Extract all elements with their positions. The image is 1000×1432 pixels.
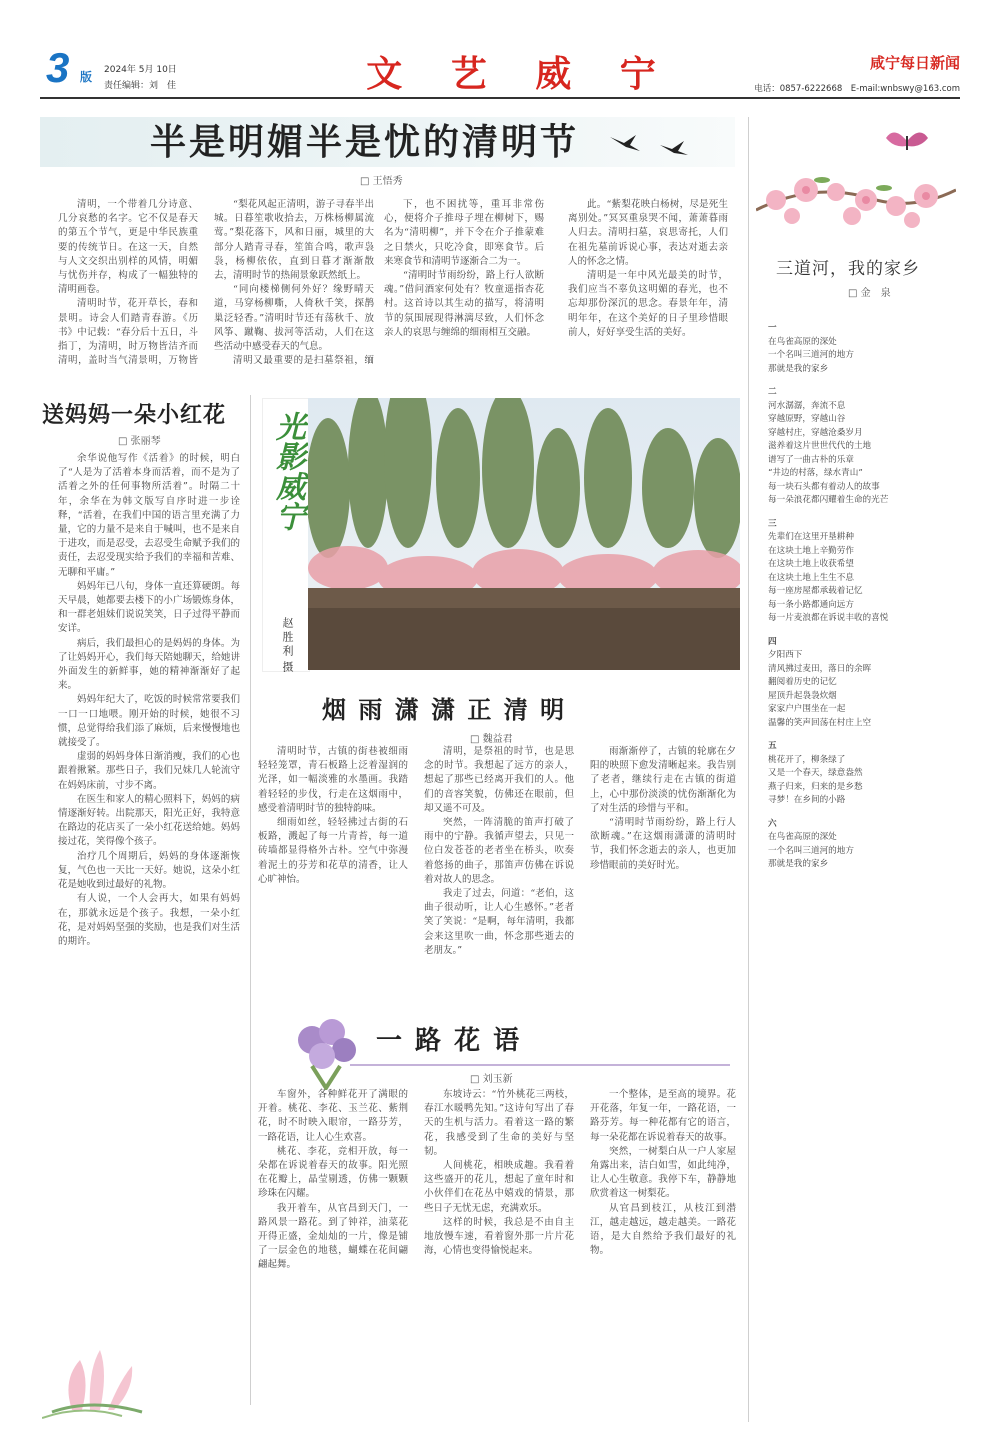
poem-line: 每一朵浪花都闪耀着生命的光芒	[768, 495, 889, 505]
paragraph: 病后，我们最担心的是妈妈的身体。为了让妈妈开心，我们每天陪她聊天，给她讲外面发生的新鲜事，她的精神渐渐好了起来。	[58, 637, 240, 692]
paragraph: 清明，是祭祖的时节，也是思念的时节。我想起了远方的亲人，想起了那些已经离开我们的人。他们的音容笑貌，仿佛还在眼前，但却又遥不可及。	[424, 746, 574, 814]
editor-credit: 责任编辑：刘 佳	[104, 81, 177, 91]
page-number: 3	[46, 44, 70, 91]
poem-section-number: 五	[768, 741, 777, 751]
article4-title: 一 路 花 语	[376, 1026, 522, 1056]
article3-col3	[590, 745, 736, 1035]
paragraph: 妈妈年已八旬，身体一直还算硬朗。每天早晨，她都要去楼下的小广场锻炼身体，和一群老姐妹们说说笑笑，日子过得平静而安详。	[58, 580, 240, 635]
peach-blossom-illustration	[756, 120, 956, 245]
paragraph: 突然，一阵清脆的笛声打破了雨中的宁静。我循声望去，只见一位白发苍苍的老者坐在桥头，吹奏着悠扬的曲子，那笛声仿佛在诉说着对故人的思念。	[424, 817, 574, 885]
photo-section-label	[262, 398, 310, 672]
poem-line: 夕阳西下	[768, 650, 803, 660]
poem-line: 每一条小路都通向远方	[768, 599, 854, 610]
main-column-rule	[748, 117, 749, 1422]
poem-section-number: 四	[768, 636, 777, 647]
paragraph: 我开着车，从官昌到天门，一路风景一路花。到了钟祥，油菜花开得正盛，金灿灿的一片，像是铺了一层金色的地毯，蝴蝶在花间翩翩起舞。	[258, 1202, 408, 1271]
poem-line: 寻梦！在乡间的小路	[768, 795, 846, 805]
paragraph: 细雨如丝，轻轻拂过古街的石板路，溅起了每一片青苔，每一道砖墙都显得格外古朴。空气中弥漫着泥土的芬芳和花草的清香，让人心旷神怡。	[258, 817, 408, 885]
poem-line: 先辈们在这里开垦耕种	[768, 532, 854, 542]
poem-line: 滋养着这片世世代代的土地	[768, 441, 872, 451]
paragraph: 东坡诗云：“竹外桃花三两枝，春江水暖鸭先知。”这诗句写出了春天的生机与活力。看着这一路的繁花，我感受到了生命的美好与坚韧。	[424, 1089, 574, 1157]
contact-line: 电话：0857-6222668 E-mail:wnbswy@163.com	[754, 84, 960, 94]
poem-line: 谱写了一曲古朴的乐章	[768, 454, 854, 465]
paragraph: 妈妈年纪大了，吃饭的时候常常要我们一口一口地喂。刚开始的时候，她很不习惯，总觉得给我们添了麻烦，后来慢慢地也就接受了。	[58, 694, 240, 749]
poem-line: 那就是我的家乡	[768, 363, 829, 374]
paragraph: 在医生和家人的精心照料下，妈妈的病情逐渐好转。出院那天，阳光正好，我特意在路边的花店买了一朵小红花送给她。妈妈接过花，笑得像个孩子。	[58, 793, 240, 848]
poem-line: 家家户户围坐在一起	[768, 704, 846, 714]
header-rule	[40, 97, 960, 99]
article3-col2	[424, 745, 574, 1035]
poem-line: 温馨的笑声回荡在村庄上空	[768, 717, 872, 728]
poem-title: 三道河，我的家乡	[776, 259, 920, 279]
article2-title: 送妈妈一朵小红花	[42, 403, 227, 428]
poem-line: 燕子归来，归来的是乡愁	[768, 781, 863, 792]
photo-credit: 摄	[281, 661, 294, 672]
paragraph: 此。“紫梨花映白杨树，尽是死生离别处。”冥冥重泉哭不闻，萧萧暮雨人归去。清明扫墓，哀思寄托，人们在祖先墓前诉说心事，表达对逝去亲人的怀念之情。	[568, 199, 728, 267]
article1-col1	[58, 198, 198, 368]
article1-col3	[384, 198, 544, 368]
paragraph: 有人说，一个人会再大，如果有妈妈在，那就永远是个孩子。我想，一朵小红花，是对妈妈坚强的奖励，也是我们对生活的期许。	[58, 893, 240, 947]
paragraph: 清明时节，古镇的街巷被细雨轻轻笼罩，青石板路上泛着湿润的光泽，如一幅淡雅的水墨画。我踏着轻轻的步伐，行走在这烟雨中，感受着清明时节的独特韵味。	[258, 746, 408, 814]
poem-line: 每一座房屋都承载着记忆	[768, 586, 863, 596]
poem-line: 在鸟雀高原的深处	[768, 832, 837, 842]
poem-author: □ 金 泉	[848, 288, 891, 299]
paragraph: “梨花风起正清明，游子寻春半出城。日暮笙歌收拾去，万株杨柳属流莺。”梨花落下，风和日丽，城里的大部分人踏青寻春，笙笛合鸣，歌声袅袅，杨柳依依，直到日暮才渐渐散去，清明时节的热闹景象跃然纸上。	[214, 199, 374, 282]
paper-name: 咸宁每日新闻	[869, 54, 960, 72]
paragraph: 突然，一树梨白从一户人家屋角露出来，洁白如雪，如此纯净，让人心生敬意。我停下车，静静地欣赏着这一树梨花。	[590, 1145, 736, 1200]
article1-col4	[568, 198, 728, 368]
masthead	[40, 44, 960, 96]
poem-line: 那就是我的家乡	[768, 859, 829, 869]
lotus-flower-icon	[42, 1340, 152, 1420]
article1-col2	[214, 198, 374, 368]
page-number-suffix: 版	[80, 70, 93, 84]
article3-title: 烟 雨 潇 潇 正 清 明	[322, 696, 567, 724]
poem-line: “井边的村落，绿水青山”	[768, 468, 863, 478]
poem-line: 屋顶升起袅袅炊烟	[768, 690, 837, 701]
article4-author: □ 刘玉新	[470, 1074, 513, 1085]
poem-section-number: 六	[768, 818, 777, 829]
landscape-photo	[308, 398, 740, 670]
poem-section-number: 三	[768, 518, 777, 529]
poem-line: 清风拂过麦田，落日的余晖	[768, 663, 872, 674]
paragraph: 这样的时候，我总是不由自主地放慢车速，看着窗外那一片片花海，心情也变得愉悦起来。	[424, 1216, 574, 1257]
paragraph: 清明，一个带着几分诗意、几分哀愁的名字。它不仅是春天的第五个节气，更是中华民族重要的传统节日。在这一天，自然与人文交织出别样的风情，明媚与忧伤并存，构成了一幅独特的清明画卷。	[58, 199, 198, 296]
poem-line: 穿越原野，穿越山谷	[768, 414, 846, 424]
article2-column-rule	[250, 395, 251, 1405]
poem-line: 河水潺潺，奔流不息	[768, 400, 846, 411]
poem-section-number: 二	[768, 387, 777, 397]
poem-line: 一个名叫三道河的地方	[768, 350, 854, 360]
paragraph: “同向楼梯侧何外好？缘野晴天道，马穿杨柳嘶，人倚秋千笑，探鹊巢泛轻香。”清明时节还有荡秋千、放风筝、蹴鞠、拔河等活动，人们在这些活动中感受春天的气息。	[214, 284, 374, 353]
paragraph: 车窗外，各种鲜花开了满眼的开着。桃花、李花、玉兰花、紫荆花，时不时映入眼帘，一路芬芳，一路花语，让人心生欢喜。	[258, 1089, 408, 1143]
article1-title: 半是明媚半是忧的清明节	[150, 122, 580, 163]
poem-body	[768, 302, 953, 1412]
paragraph: 清明又最重要的是扫墓祭祖，缅	[233, 355, 374, 367]
paragraph: 我走了过去，问道：“老伯，这曲子很动听，让人心生感怀。”老者笑了笑说：“是啊，每年清明，我都会来这里吹一曲，怀念那些逝去的老朋友。”	[424, 888, 574, 956]
article3-col1	[258, 745, 408, 1035]
paragraph: 从官昌到枝江，从枝江到潜江，越走越远，越走越美。一路花语，是大自然给予我们最好的礼物。	[590, 1202, 736, 1257]
poem-line: 在这块土地上收获希望	[768, 559, 854, 569]
paragraph: 一个整体，是至高的境界。花开花落，年复一年，一路花语，一路芬芳。每一种花都有它的语言，每一朵花都在诉说着春天的故事。	[590, 1089, 736, 1143]
article2-body	[58, 452, 240, 1422]
paragraph: 清明是一年中风光最美的时节，我们应当不辜负这明媚的春光，也不忘却那份深沉的思念。春景年年，清明年年，在这个美好的日子里珍惜眼前人，好好享受生活的美好。	[568, 270, 728, 338]
article3-author: □ 魏益君	[470, 734, 513, 745]
article4-col2	[424, 1088, 574, 1418]
poem-line: 每一块石头都有着动人的故事	[768, 481, 880, 492]
paragraph: 虚弱的妈妈身体日渐消瘦，我们的心也跟着揪紧。那些日子，我们兄妹几人轮流守在妈妈床前，寸步不离。	[58, 751, 240, 791]
poem-section-number: 一	[768, 323, 777, 333]
poem-line: 在这块土地上生生不息	[768, 572, 854, 583]
poem-line: 穿越村庄，穿越沧桑岁月	[768, 427, 863, 438]
article4-col1	[258, 1088, 408, 1418]
poem-line: 在鸟雀高原的深处	[768, 336, 837, 347]
section-title: 文 艺 威 宁	[366, 53, 674, 95]
photo-section-title: 光影威宁	[270, 411, 305, 531]
paragraph: 清明时节，花开草长，春和景明。诗会人们踏青春游。《历书》中记载：“春分后十五日，斗指丁，为清明，时万物皆洁齐而清明，盖时当气清景明，万物皆	[58, 298, 198, 367]
poem-line: 一个名叫三道河的地方	[768, 845, 854, 856]
issue-date: 2024年 5月 10日	[104, 65, 177, 75]
article1-author: □ 王悟秀	[360, 176, 403, 187]
paragraph: “清明时节雨纷纷，路上行人欲断魂。”在这烟雨潇潇的清明时节，我们怀念逝去的亲人，也更加珍惜眼前的美好时光。	[590, 817, 736, 871]
paragraph: 雨渐渐停了，古镇的轮廓在夕阳的映照下愈发清晰起来。我告别了老者，继续行走在古镇的街道上，心中那份淡淡的忧伤渐渐化为了对生活的珍惜与平和。	[590, 746, 736, 814]
paragraph: 人间桃花，相映成趣。我看着这些盛开的花儿，想起了童年时和小伙伴们在花丛中嬉戏的情景，那些日子无忧无虑，充满欢乐。	[424, 1160, 574, 1214]
butterfly-icon	[886, 132, 928, 150]
paragraph: “清明时节雨纷纷，路上行人欲断魂。”借问酒家何处有？牧童遥指杏花村。这首诗以其生动的描写，将清明节的氛围展现得淋漓尽致，人们怀念亲人的哀思与缠绵的细雨相互交融。	[384, 270, 544, 338]
article4-col3	[590, 1088, 736, 1418]
poem-line: 在这块土地上辛勤劳作	[768, 545, 854, 556]
flower-bouquet-icon	[282, 1010, 372, 1090]
poem-line: 翻阅着历史的记忆	[768, 677, 837, 687]
poem-line: 桃花开了，柳条绿了	[768, 754, 846, 765]
poem-line: 每一片麦浪都在诉说丰收的喜悦	[768, 613, 889, 623]
paragraph: 桃花、李花，竞相开放，每一朵都在诉说着春天的故事。阳光照在花瓣上，晶莹剔透，仿佛一颗颗珍珠在闪耀。	[258, 1145, 408, 1200]
paragraph: 治疗几个周期后，妈妈的身体逐渐恢复，气色也一天比一天好。她说，这朵小红花是她收到过最好的礼物。	[58, 850, 240, 891]
paragraph: 余华说他写作《活着》的时候，明白了“人是为了活着本身而活着，而不是为了活着之外的任何事物所活着”。时隔二十年，余华在为韩文版写自序时进一步诠释，“活着，在我们中国的语言里充满了力量，它的力量不是来自于喊叫，也不是来自于进攻，而是忍受，去忍受生命赋予我们的责任，去忍受现实给予我们的幸福和苦难、无聊和平庸。”	[58, 453, 240, 578]
article2-author: □ 张丽琴	[118, 436, 161, 447]
article4-title-rule	[350, 1064, 730, 1066]
paragraph: 下，也不困扰等，重耳非常伤心，便将介子推母子埋在柳树下，赐名为“清明柳”，并下令在介子推蒙难之日禁火，只吃冷食，即寒食节。后来寒食节和清明节逐渐合二为一。	[384, 199, 544, 267]
poem-line: 又是一个春天，绿意盎然	[768, 768, 863, 778]
photographer-name: 赵胜利	[281, 617, 294, 659]
